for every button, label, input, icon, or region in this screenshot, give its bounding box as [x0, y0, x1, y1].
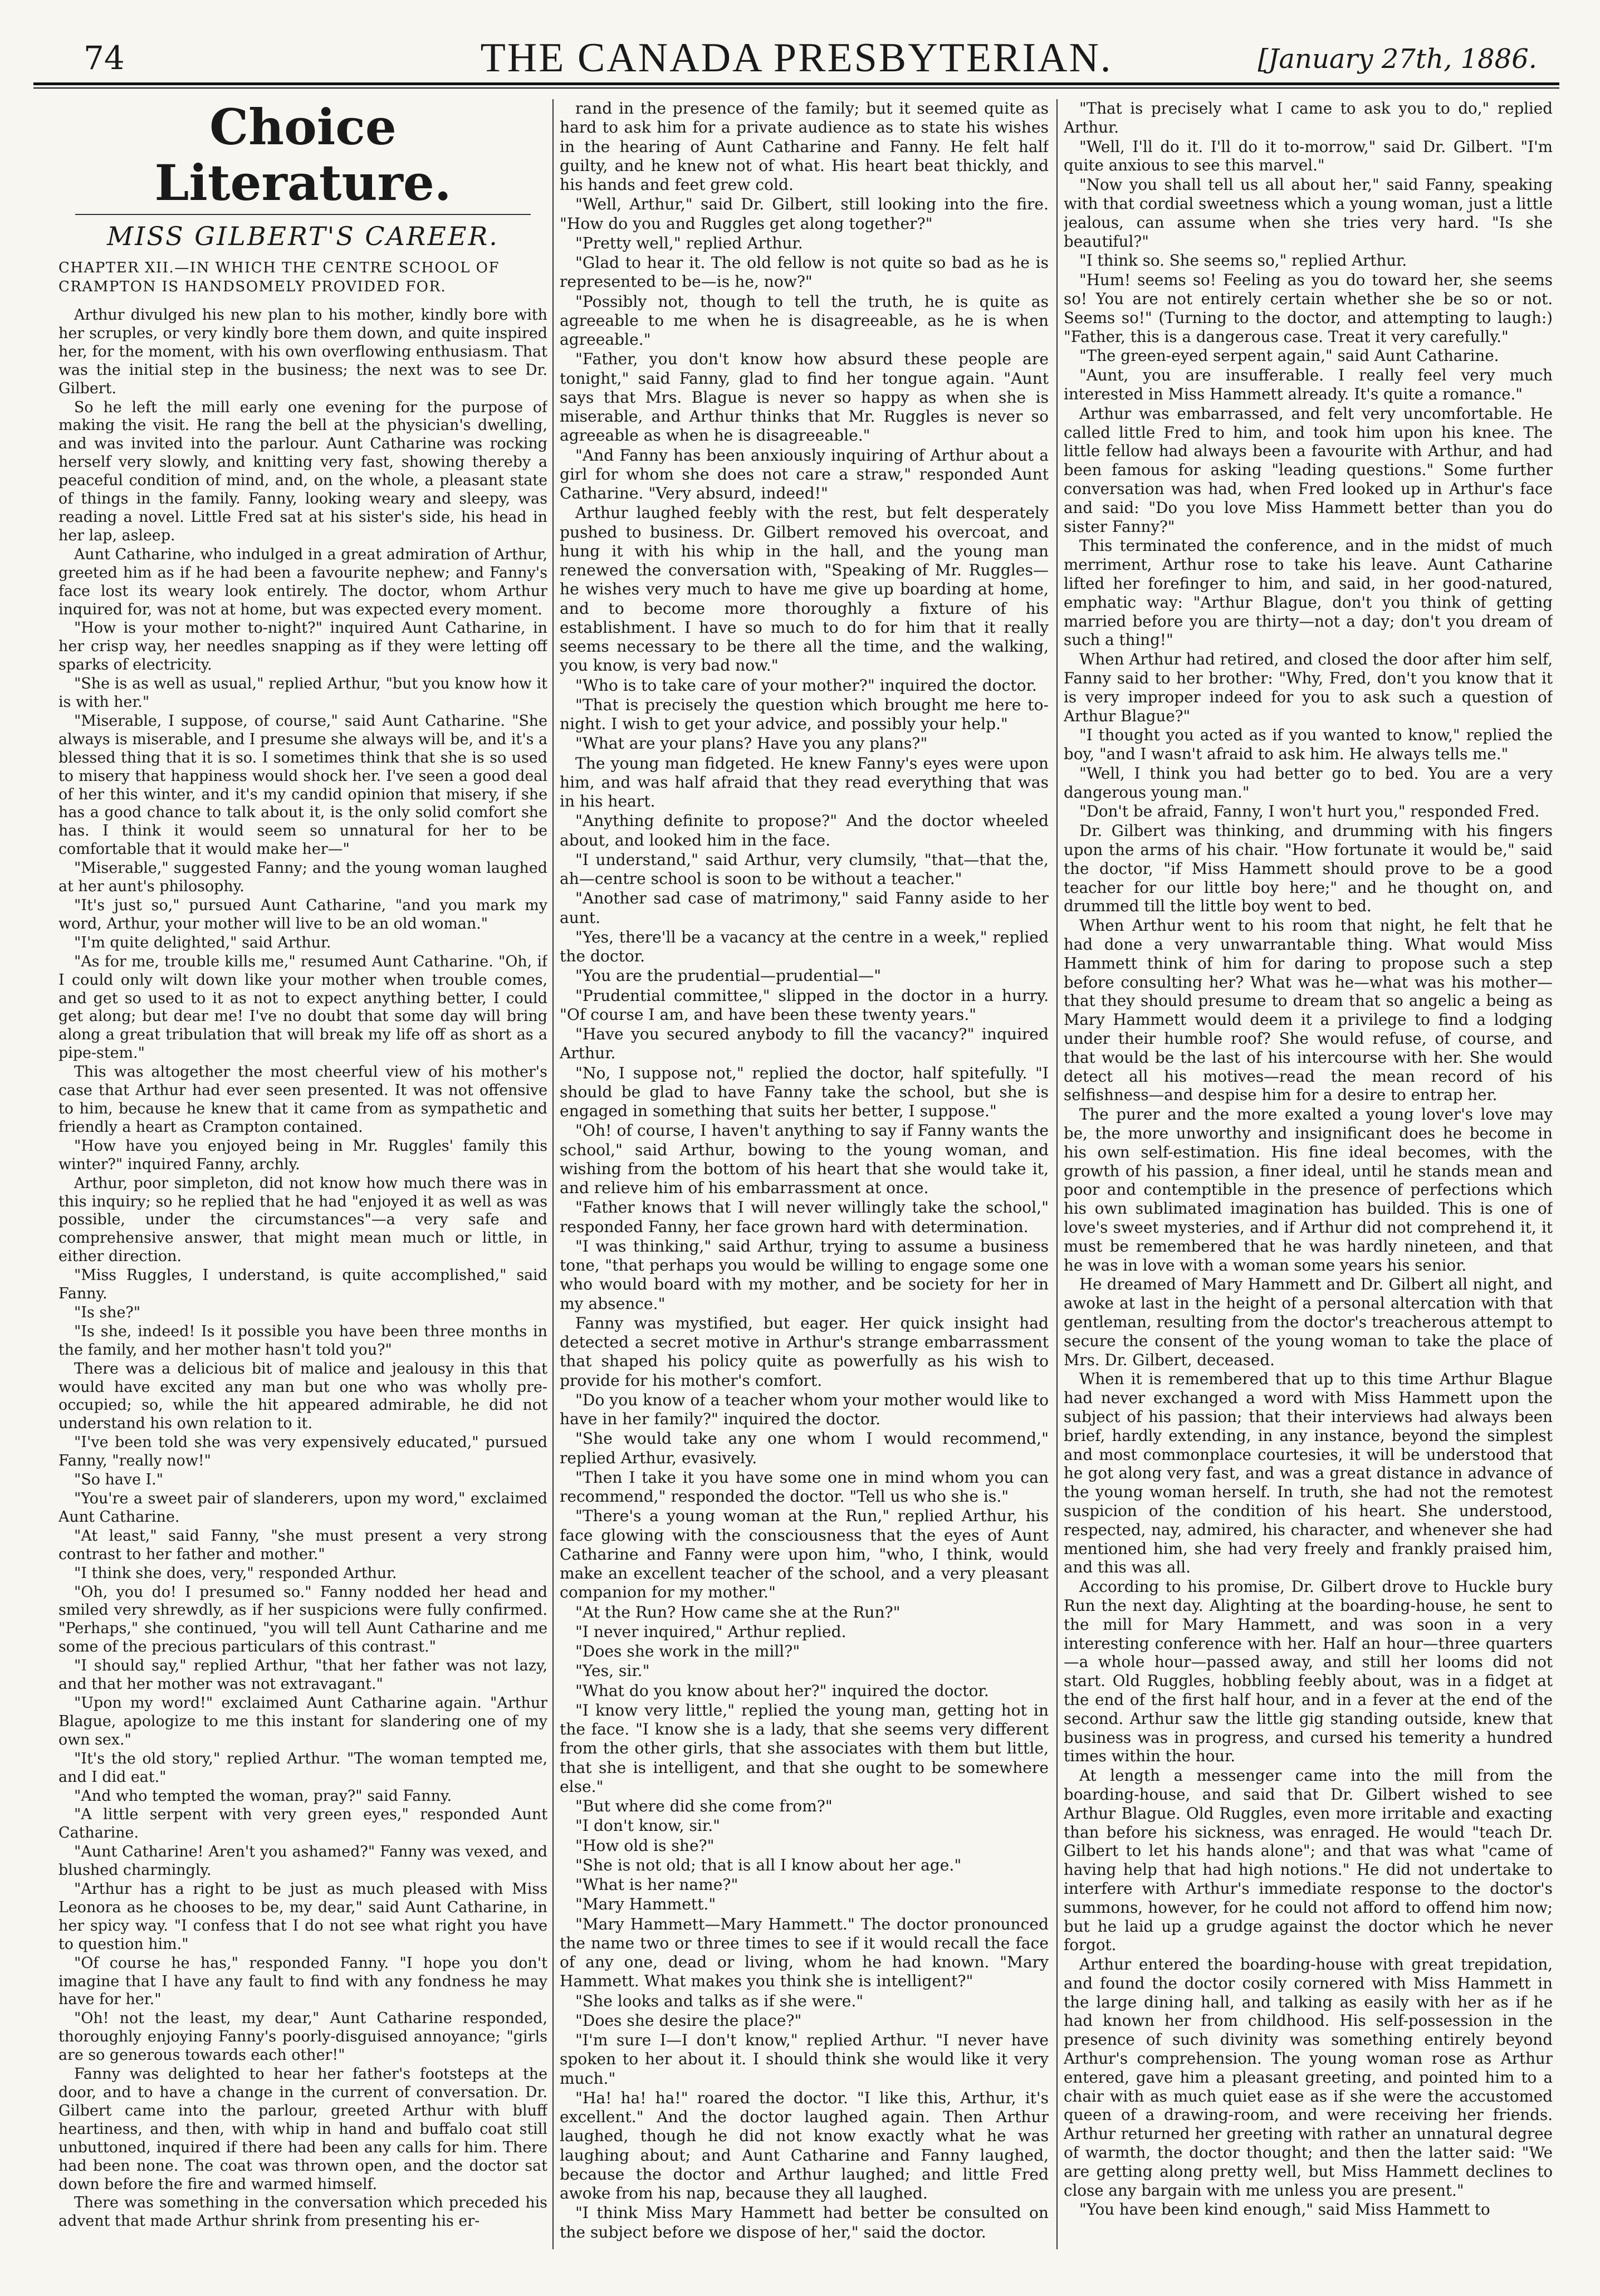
paragraph: "Another sad case of matrimony," said Fanny aside to her aunt. — [560, 889, 1049, 927]
paragraph: So he left the mill early one evening for the purpose of making the visit. He rang the bell at the physician's dwelling, and was invited into the parlour. Aunt Catharine was rocking herself very slowly, and knitting very fast, showing thereby a peaceful condition of mind, and, on the whole, a pleasant state of things in the family. Fanny, looking weary and sleepy, was reading a novel. Little Fred sat at his sister's side, his head in her lap, asleep. — [58, 398, 547, 544]
paragraph: "Aunt Catharine! Aren't you ashamed?" Fanny was vexed, and blushed charmingly. — [58, 1843, 547, 1879]
paragraph: "You have been kind enough," said Miss Hammett to — [1079, 2200, 1490, 2219]
paragraph: "She looks and talks as if she were." — [575, 1991, 864, 2010]
paragraph: "No, I suppose not," replied the doctor, half spitefully. "I should be glad to have Fanny take the school, but she is engaged in something that suits her better, I suppose." — [560, 1063, 1049, 1120]
paragraph: "It's just so," pursued Aunt Catharine, "and you mark my word, Arthur, your mother will live to be an old woman." — [58, 897, 547, 932]
paragraph: "Miserable, I suppose, of course," said Aunt Catharine. "She always is miserable, and I presume she always will be, and it's a blessed thing that it is so. I sometimes think that she is so used to misery that happiness would shock her. I've seen a good deal of her this winter, and it's my candid opinion that misery, if she has a good chance to talk about it, is the only solid comfort she has. I think it would seem so unnatural for her to be comfortable that it would make her—" — [58, 712, 547, 858]
paragraph: "Don't be afraid, Fanny, I won't hurt you," responded Fred. — [1079, 802, 1540, 821]
section-heading: Choice Literature. — [154, 99, 452, 212]
paragraph: "Well, I think you had better go to bed. You are a very dangerous young man." — [1064, 764, 1553, 802]
text-column-1 — [58, 99, 547, 2260]
paragraph: "That is precisely the question which brought me here to-night. I wish to get your advice, and possibly your help." — [560, 695, 1049, 733]
paragraph: "Is she?" — [74, 1303, 141, 1321]
column-divider — [552, 99, 554, 2249]
heading-rule — [75, 214, 531, 215]
paragraph: "There's a young woman at the Run," replied Arthur, his face glowing with the consciousness that the eyes of Aunt Catharine and Fanny were upon him, "who, I think, would make an excellent teacher of the school, and a very pleasant companion for my mother." — [560, 1507, 1049, 1602]
paragraph: When Arthur had retired, and closed the door after him self, Fanny said to her brother: "Why, Fred, don't you know that it is very improper indeed for you to ask such a question of Arthur Blague?" — [1064, 650, 1553, 725]
column-body — [1064, 99, 1553, 2219]
paragraph: "Upon my word!" exclaimed Aunt Catharine again. "Arthur Blague, apologize to me this instant for slandering one of my own sex." — [58, 1694, 547, 1748]
story-title: MISS GILBERT'S CAREER. — [107, 221, 499, 251]
paragraph: Arthur laughed feebly with the rest, but felt desperately pushed to business. Dr. Gilbert removed his overcoat, and hung it with his whip in the hall, and the young man renewed the conversation with, "Speaking of Mr. Ruggles—he wishes very much to have me give up boarding at home, and to become more thoroughly a fixture of his establishment. I have so much to do for him that it really seems necessary to be there all the time, and the walking, you know, is very bad now." — [560, 504, 1049, 675]
paragraph: "At least," said Fanny, "she must present a very strong contrast to her father and mother." — [58, 1527, 547, 1563]
paragraph: "Glad to hear it. The old fellow is not quite so bad as he is represented to be—is he, now?" — [560, 253, 1049, 291]
paragraph: rand in the presence of the family; but it seemed quite as hard to ask him for a private audience as to state his wishes in the hearing of Aunt Catharine and Fanny. He felt half guilty, and he knew not of what. His heart beat thickly, and his hands and feet grew cold. — [560, 99, 1049, 194]
paragraph: "I think Miss Mary Hammett had better be consulted on the subject before we dispose of her," said the doctor. — [560, 2204, 1049, 2241]
paragraph: When Arthur went to his room that night, he felt that he had done a very unwarrantable thing. What would Miss Hammett think of him for daring to propose such a step before consulting her? What was he—what was his mother—that they should presume to dream that so angelic a being as Mary Hammett would deem it a privilege to find a lodging under their humble roof? She would refuse, of course, and that would be the last of his intercourse with her. She would detect all his motives—read the mean record of his selfishness—and despise him for a desire to entrap her. — [1064, 916, 1553, 1105]
chapter-heading: CHAPTER XII.—IN WHICH THE CENTRE SCHOOL OF CRAMPTON IS HANDSOMELY PROVIDED FOR. — [58, 260, 500, 295]
paragraph: At length a messenger came into the mill from the boarding-house, and said that Dr. Gilbert wished to see Arthur Blague. Old Ruggles, even more irritable and exacting than before his sickness, was enraged. He would "teach Dr. Gilbert to let his hands alone"; and that was what "came of having help that had high notions." He did not undertake to interfere with Arthur's immediate response to the doctor's summons, however, for he could not afford to offend him now; but he laid up a grudge against the doctor which he never forgot. — [1064, 1766, 1553, 1955]
column-divider — [1056, 99, 1058, 2249]
paragraph: Arthur was embarrassed, and felt very uncomfortable. He called little Fred to him, and took him upon his knee. The little fellow had always been a favourite with Arthur, and had been famous for asking "leading questions." Some further conversation was had, when Fred looked up in Arthur's face and said: "Do you love Miss Hammett better than you do sister Fanny?" — [1064, 404, 1553, 536]
paragraph: When it is remembered that up to this time Arthur Blague had never exchanged a word with Miss Hammett upon the subject of his passion; that their interviews had always been brief, hardly extending, in any instance, beyond the simplest and most commonplace courtesies, it will be understood that he got along very fast, and was a great distance in advance of the young woman herself. In truth, she had not the remotest suspicion of the condition of his heart. She understood, respected, nay, admired, his character, and whenever she had mentioned him, she had very freely and frankly praised him, and this was all. — [1064, 1370, 1553, 1577]
paragraph: "I'm sure I—I don't know," replied Arthur. "I never have spoken to her about it. I should think she would like it very much." — [560, 2031, 1049, 2088]
paragraph: Arthur entered the boarding-house with great trepidation, and found the doctor cosily cornered with Miss Hammett in the large dining hall, and talking as easily with her as if he had known her from childhood. His self-possession in the presence of such divinity was something entirely beyond Arthur's comprehension. The young woman rose as Arthur entered, gave him a pleasant greeting, and pointed him to a chair with as much quiet ease as if she were the accustomed queen of a drawing-room, and were receiving her friends. Arthur returned her greeting with rather an unnatural degree of warmth, the doctor thought; and then the latter said: "We are getting along pretty well, but Miss Hammett declines to close any bargain with me unless you are present." — [1064, 1955, 1553, 2200]
paragraph: "I should say," replied Arthur, "that her father was not lazy, and that her mother was not extravagant." — [58, 1657, 547, 1693]
paragraph: "As for me, trouble kills me," resumed Aunt Catharine. "Oh, if I could only wilt down like your mother when trouble comes, and get so used to it as not to expect anything better, I could get along; but dear me! I've no doubt that some day will bring along a great tribulation that will break my life off as short as a pipe-stem." — [58, 952, 547, 1062]
paragraph: "What do you know about her?" inquired the doctor. — [575, 1681, 989, 1700]
paragraph: "So have I." — [74, 1471, 164, 1489]
masthead-rule — [33, 82, 1559, 89]
paragraph: "I've been told she was very expensively educated," pursued Fanny, "really now!" — [58, 1434, 547, 1470]
paragraph: "She is not old; that is all I know about her age." — [575, 1855, 962, 1874]
paragraph: "She would take any one whom I would recommend," replied Arthur, evasively. — [560, 1429, 1049, 1467]
paragraph: "Oh, you do! I presumed so." Fanny nodded her head and smiled very shrewdly, as if her suspicions were fully confirmed. "Perhaps," she continued, "you will tell Aunt Catharine and me some of the precious particulars of this contrast." — [58, 1583, 547, 1656]
paragraph: "A little serpent with very green eyes," responded Aunt Catharine. — [58, 1806, 547, 1842]
issue-date: [January 27th, 1886. — [1258, 43, 1537, 75]
paragraph: "Ha! ha! ha!" roared the doctor. "I like this, Arthur, it's excellent." And the doctor laughed again. Then Arthur laughed, though he did not know exactly what he was laughing about; and Aunt Catharine and Fanny laughed, because the doctor and Arthur laughed; and little Fred awoke from his nap, because they all laughed. — [560, 2088, 1049, 2202]
paragraph: "Possibly not, though to tell the truth, he is quite as agreeable to me when he is disagreeable, as he is when agreeable." — [560, 292, 1049, 349]
paragraph: "Then I take it you have some one in mind whom you can recommend," responded the doctor. "Tell us who she is." — [560, 1468, 1049, 1506]
paragraph: "I thought you acted as if you wanted to know," replied the boy, "and I wasn't afraid to ask him. He always tells me." — [1064, 726, 1553, 764]
paragraph: Arthur divulged his new plan to his mother, kindly bore with her scruples, or very kindly bore them down, and quite inspired her, for the moment, with his own overflowing enthusiasm. That was the initial step in the business; the next was to see Dr. Gilbert. — [58, 306, 547, 397]
paragraph: "Father knows that I will never willingly take the school," responded Fanny, her face grown hard with determination. — [560, 1198, 1049, 1236]
paragraph: "Oh! not the least, my dear," Aunt Catharine responded, thoroughly enjoying Fanny's poorly-disguised annoyance; "girls are so generous towards each other!" — [58, 2010, 547, 2064]
paragraph: "What is her name?" — [575, 1875, 738, 1894]
paragraph: "Mary Hammett—Mary Hammett." The doctor pronounced the name two or three times to see if it would recall the face of any one, dead or living, whom he had known. "Mary Hammett. What makes you think she is intelligent?" — [560, 1914, 1049, 1991]
paragraph: There was a delicious bit of malice and jealousy in this that would have excited any man but one who was wholly pre-occupied; so, while the hit appeared admirable, he did not understand his own relation to it. — [58, 1360, 547, 1433]
paragraph: Dr. Gilbert was thinking, and drumming with his fingers upon the arms of his chair. "How fortunate it would be," said the doctor, "if Miss Hammett should prove to be a good teacher for our little boy here;" and he thought on, and drummed till the little boy went to bed. — [1064, 822, 1553, 916]
paragraph: Fanny was mystified, but eager. Her quick insight had detected a secret motive in Arthur's strange embarrassment that shaped his policy quite as powerfully as his wish to provide for his mother's comfort. — [560, 1313, 1049, 1390]
paragraph: "Yes, there'll be a vacancy at the centre in a week," replied the doctor. — [560, 927, 1049, 965]
masthead — [45, 22, 1548, 84]
paragraph: "Is she, indeed! Is it possible you have been three months in the family, and her mother hasn't told you?" — [58, 1322, 547, 1359]
paragraph: "It's the old story," replied Arthur. "The woman tempted me, and I did eat." — [58, 1750, 547, 1786]
paragraph: "Now you shall tell us all about her," said Fanny, speaking with that cordial sweetness which a young woman, just a little jealous, can assume when she tries very hard. "Is she beautiful?" — [1064, 175, 1553, 251]
paragraph: "At the Run? How came she at the Run?" — [575, 1603, 901, 1621]
paragraph: "Yes, sir." — [575, 1662, 650, 1681]
paragraph: "I think she does, very," responded Arthur. — [74, 1564, 397, 1582]
paragraph: "Does she desire the place?" — [575, 2011, 802, 2030]
paragraph: "Well, Arthur," said Dr. Gilbert, still looking into the fire. "How do you and Ruggles get along together?" — [560, 195, 1049, 233]
paragraph: "You are the prudential—prudential—" — [575, 966, 882, 985]
paragraph: "Anything definite to propose?" And the doctor wheeled about, and looked him in the face. — [560, 812, 1049, 849]
paragraph: "She is as well as usual," replied Arthur, "but you know how it is with her." — [58, 675, 547, 711]
text-column-3 — [1064, 99, 1553, 2260]
paragraph: "I'm quite delighted," said Arthur. — [74, 934, 331, 951]
column-body — [560, 99, 1049, 2242]
paragraph: "And who tempted the woman, pray?" said Fanny. — [74, 1787, 452, 1805]
page-number: 74 — [84, 39, 125, 77]
paragraph: "But where did she come from?" — [575, 1797, 833, 1815]
paragraph: "And Fanny has been anxiously inquiring of Arthur about a girl for whom she does not care a straw," responded Aunt Catharine. "Very absurd, indeed!" — [560, 446, 1049, 502]
paragraph: He dreamed of Mary Hammett and Dr. Gilbert all night, and awoke at last in the height of a personal altercation with that gentleman, resulting from the doctor's treacherous attempt to secure the consent of the young woman to take the place of Mrs. Dr. Gilbert, deceased. — [1064, 1275, 1553, 1369]
paragraph: "Pretty well," replied Arthur. — [575, 233, 803, 252]
paragraph: "I understand," said Arthur, very clumsily, "that—that the, ah—centre school is soon to be without a teacher." — [560, 850, 1049, 888]
paragraph: "Aunt, you are insufferable. I really feel very much interested in Miss Hammett already. It's quite a romance." — [1064, 366, 1553, 403]
paragraph: "How have you enjoyed being in Mr. Ruggles' family this winter?" inquired Fanny, archly. — [58, 1137, 547, 1173]
paragraph: "Well, I'll do it. I'll do it to-morrow," said Dr. Gilbert. "I'm quite anxious to see this marvel." — [1064, 137, 1553, 175]
paragraph: "That is precisely what I came to ask you to do," replied Arthur. — [1064, 99, 1553, 136]
paragraph: Arthur, poor simpleton, did not know how much there was in this inquiry; so he replied that he had "enjoyed it as well as was possible, under the circumstances"—a very safe and comprehensive answer, that might mean much or little, in either direction. — [58, 1174, 547, 1266]
paragraph: There was something in the conversation which preceded his advent that made Arthur shrink from presenting his er- — [58, 2194, 547, 2230]
paragraph: "Mary Hammett." — [575, 1895, 716, 1914]
paragraph: This was altogether the most cheerful view of his mother's case that Arthur had ever seen presented. It was not offensive to him, because he knew that it came from as sympathetic and friendly a heart as Crampton contained. — [58, 1063, 547, 1136]
paragraph: This terminated the conference, and in the midst of much merriment, Arthur rose to take his leave. Aunt Catharine lifted her forefinger to him, and said, in her good-natured, emphatic way: "Arthur Blague, don't you think of getting married before you are thirty—not a day; don't you dream of such a thing!" — [1064, 536, 1553, 649]
paragraph: According to his promise, Dr. Gilbert drove to Huckle bury Run the next day. Alighting at the boarding-house, he sent to the mill for Mary Hammett, and was soon in a very interesting conference with her. Half an hour—three quarters—a whole hour—passed away, and still her looms did not start. Old Ruggles, hobbling feebly about, was in a fidget at the end of the first half hour, and in a fever at the end of the second. Arthur saw the little gig standing outside, knew that business was in progress, and cursed his temerity a hundred times within the hour. — [1064, 1577, 1553, 1766]
paragraph: "Miss Ruggles, I understand, is quite accomplished," said Fanny. — [58, 1267, 547, 1303]
column-body — [58, 306, 547, 2231]
paragraph: Fanny was delighted to hear her father's footsteps at the door, and to have a change in the current of conversation. Dr. Gilbert came into the parlour, greeted Arthur with bluff heartiness, and then, with whip in hand and buffalo coat still unbuttoned, inquired if there had been any calls for him. There had been none. The coat was thrown open, and the doctor sat down before the fire and warmed himself. — [58, 2065, 547, 2193]
paragraph: "I never inquired," Arthur replied. — [575, 1622, 847, 1641]
text-column-2 — [560, 99, 1049, 2260]
paragraph: "I think so. She seems so," replied Arthur. — [1079, 251, 1407, 270]
paragraph: Aunt Catharine, who indulged in a great admiration of Arthur, greeted him as if he had been a favourite nephew; and Fanny's face lost its weary look entirely. The doctor, whom Arthur inquired for, was not at home, but was expected every moment. — [58, 545, 547, 618]
paragraph: "I was thinking," said Arthur, trying to assume a business tone, "that perhaps you would be willing to engage some one who would board with my mother, and be society for her in my absence." — [560, 1237, 1049, 1313]
paragraph: "I don't know, sir." — [575, 1816, 721, 1835]
paragraph: "Does she work in the mill?" — [575, 1642, 800, 1660]
paragraph: "Of course he has," responded Fanny. "I hope you don't imagine that I have any fault to find with any fondness he may have for her." — [58, 1954, 547, 2009]
paragraph: "How is your mother to-night?" inquired Aunt Catharine, in her crisp way, her needles snapping as if they were letting off sparks of electricity. — [58, 619, 547, 674]
paragraph: "Arthur has a right to be just as much pleased with Miss Leonora as he chooses to be, my dear," said Aunt Catharine, in her spicy way. "I confess that I do not see what right you have to question him." — [58, 1880, 547, 1953]
paragraph: "Father, you don't know how absurd these people are tonight," said Fanny, glad to find her tongue again. "Aunt says that Mrs. Blague is never so happy as when she is miserable, and Arthur thinks that Mr. Ruggles is never so agreeable as when he is disagreeable." — [560, 350, 1049, 445]
paragraph: "The green-eyed serpent again," said Aunt Catharine. — [1079, 346, 1499, 365]
paragraph: "Oh! of course, I haven't anything to say if Fanny wants the school," said Arthur, bowing to the young woman, and wishing from the bottom of his heart that she would take it, and relieve him of his embarrassment at once. — [560, 1121, 1049, 1197]
paragraph: "You're a sweet pair of slanderers, upon my word," exclaimed Aunt Catharine. — [58, 1490, 547, 1526]
paragraph: "Who is to take care of your mother?" inquired the doctor. — [575, 676, 1037, 695]
paragraph: The purer and the more exalted a young lover's love may be, the more unworthy and insignificant does he become in his own self-estimation. His fine ideal becomes, with the growth of his passion, a finer ideal, until he stands mean and poor and contemptible in the presence of perfections which his own sublimated imagination has builded. This is one of love's sweet mysteries, and if Arthur did not comprehend it, it must be remembered that he was hardly nineteen, and that he was in love with a woman some years his senior. — [1064, 1105, 1553, 1274]
paragraph: "I know very little," replied the young man, getting hot in the face. "I know she is a lady, that she seems very different from the other girls, that she associates with them but little, that she is intelligent, and that she ought to be somewhere else." — [560, 1701, 1049, 1796]
paragraph: "What are your plans? Have you any plans?" — [575, 734, 928, 753]
paragraph: "Miserable," suggested Fanny; and the young woman laughed at her aunt's philosophy. — [58, 859, 547, 896]
paragraph: "Have you secured anybody to fill the vacancy?" inquired Arthur. — [560, 1025, 1049, 1063]
paragraph: "Hum! seems so! Feeling as you do toward her, she seems so! You are not entirely certain whether she be so or not. Seems so!" (Turning to the doctor, and attempting to laugh:) "Father, this is a dangerous case. Treat it very carefully." — [1064, 271, 1553, 346]
paragraph: The young man fidgeted. He knew Fanny's eyes were upon him, and was half afraid that they read everything that was in his heart. — [560, 754, 1049, 810]
paragraph: "Do you know of a teacher whom your mother would like to have in her family?" inquired the doctor. — [560, 1390, 1049, 1428]
newspaper-title: THE CANADA PRESBYTERIAN. — [480, 35, 1113, 81]
paragraph: "How old is she?" — [575, 1836, 715, 1855]
paragraph: "Prudential committee," slipped in the doctor in a hurry. "Of course I am, and have been these twenty years." — [560, 986, 1049, 1024]
